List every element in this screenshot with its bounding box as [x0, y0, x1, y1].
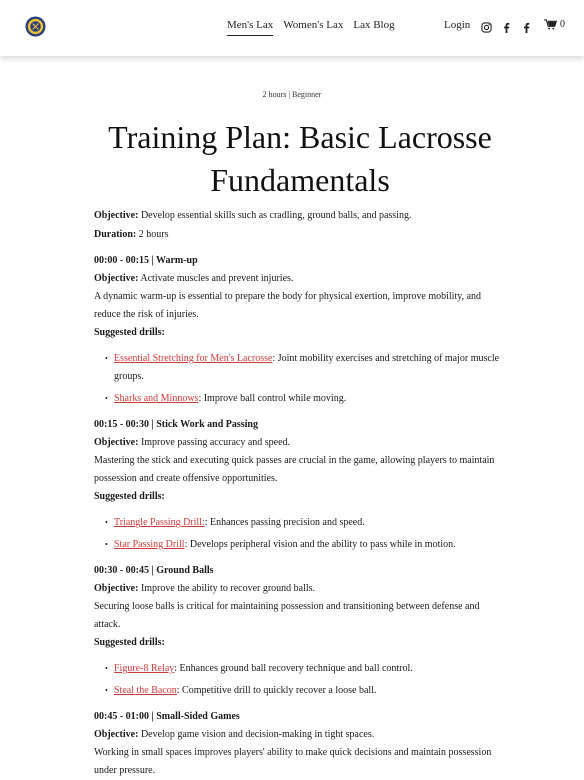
section-description: A dynamic warm-up is essential to prepare the body for physical exertion, improve mobility, and reduce the risk of injuries. [94, 291, 482, 320]
social-links [481, 20, 532, 31]
suggested-drills-label: Suggested drills: [94, 637, 165, 648]
drill-link[interactable]: Figure-8 Relay [114, 663, 175, 674]
list-item: • Sharks and Minnows: Improve ball control while moving. [94, 390, 508, 408]
section-description: Working in small spaces improves players' ability to make quick decisions and maintain possession under pressure. [94, 747, 492, 776]
section-warm-up [94, 252, 508, 408]
drill-link[interactable]: Triangle Passing Drill: [114, 517, 205, 528]
cart-icon [544, 19, 557, 30]
post-meta: 2 hours | Beginner [262, 90, 322, 99]
facebook-icon[interactable] [501, 20, 512, 31]
cart-button[interactable] [544, 19, 565, 30]
section-small-sided-games [94, 708, 508, 780]
nav-mens-lax[interactable]: Men's Lax [227, 19, 273, 36]
section-description: Securing loose balls is critical for maintaining possession and transitioning between defense and attack. [94, 601, 480, 630]
section-heading: 00:30 - 00:45 | Ground Balls [94, 565, 214, 576]
instagram-icon[interactable] [481, 20, 492, 31]
section-ground-balls [94, 562, 508, 700]
drill-list [94, 514, 508, 554]
club-logo-icon[interactable] [25, 16, 46, 37]
section-objective: Objective: Develop game vision and decision-making in tight spaces. [94, 729, 375, 740]
cart-count: 0 [560, 19, 565, 30]
facebook-icon[interactable] [521, 20, 532, 31]
intro-duration: Duration: 2 hours [94, 229, 169, 240]
suggested-drills-label: Suggested drills: [94, 491, 165, 502]
intro-objective: Objective: Develop essential skills such as cradling, ground balls, and passing. [94, 210, 412, 221]
article-body [94, 207, 508, 780]
section-description: Mastering the stick and executing quick passes are crucial in the game, allowing players to maintain possession and create offensive opportunities. [94, 455, 495, 484]
list-item: • Essential Stretching for Men's Lacrosse: Joint mobility exercises and stretching of major muscle groups. [94, 350, 508, 386]
list-item: • Star Passing Drill: Develops peripheral vision and the ability to pass while in motion. [94, 536, 508, 554]
drill-link[interactable]: Essential Stretching for Men's Lacrosse [114, 353, 273, 364]
section-objective: Objective: Improve the ability to recover ground balls. [94, 583, 316, 594]
login-link[interactable]: Login [444, 19, 471, 31]
list-item: • Triangle Passing Drill:: Enhances passing precision and speed. [94, 514, 508, 532]
list-item: • Steal the Bacon: Competitive drill to quickly recover a loose ball. [94, 682, 508, 700]
drill-list [94, 660, 508, 700]
section-heading: 00:15 - 00:30 | Stick Work and Passing [94, 419, 258, 430]
nav-womens-lax[interactable]: Women's Lax [283, 19, 344, 31]
drill-list [94, 350, 508, 408]
site-header [0, 0, 584, 56]
nav-lax-blog[interactable]: Lax Blog [353, 19, 395, 31]
list-item: • Figure-8 Relay: Enhances ground ball recovery technique and ball control. [94, 660, 508, 678]
suggested-drills-label: Suggested drills: [94, 327, 165, 338]
section-heading: 00:45 - 01:00 | Small-Sided Games [94, 711, 240, 722]
section-objective: Objective: Improve passing accuracy and speed. [94, 437, 291, 448]
drill-link[interactable]: Sharks and Minnows [114, 393, 199, 404]
section-heading: 00:00 - 00:15 | Warm-up [94, 255, 198, 266]
page-title: Training Plan: Basic Lacrosse Fundamentals [108, 119, 492, 198]
section-objective: Objective: Activate muscles and prevent injuries. [94, 273, 294, 284]
drill-link[interactable]: Steal the Bacon [114, 685, 177, 696]
section-stick-work [94, 416, 508, 554]
main-nav [227, 19, 395, 36]
drill-link[interactable]: Star Passing Drill [114, 539, 185, 550]
